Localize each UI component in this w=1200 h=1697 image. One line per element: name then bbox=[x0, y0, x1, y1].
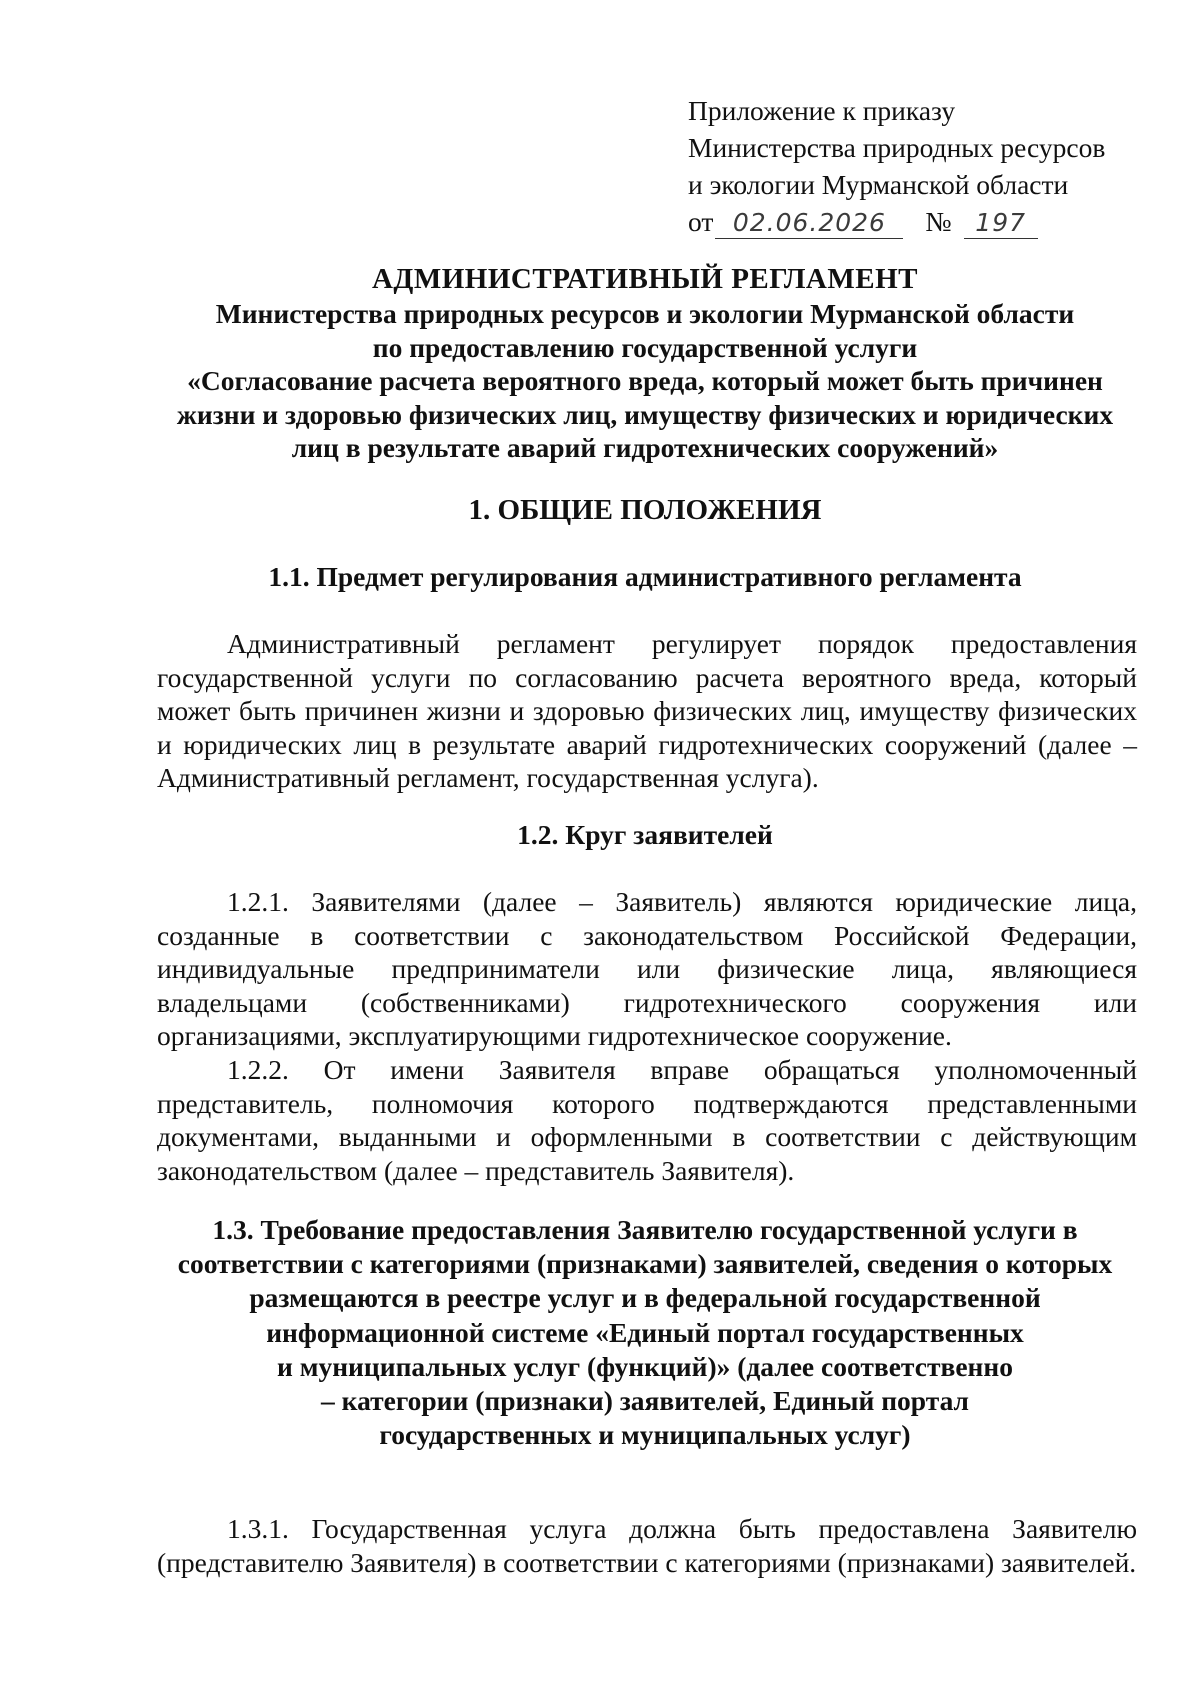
section-1-2-2-paragraph: 1.2.2. От имени Заявителя вправе обращаться уполномоченный представитель, полномочия которого подтверждаются представленными документами, выданными и оформленными в соответствии с действующим законодательством (далее – представитель Заявителя). bbox=[157, 1054, 1137, 1186]
handwritten-number: 197 bbox=[964, 208, 1038, 239]
appendix-line-2: Министерства природных ресурсов bbox=[688, 132, 1106, 163]
document-title bbox=[150, 262, 1140, 465]
title-line-1: Министерства природных ресурсов и экологии Мурманской области bbox=[215, 298, 1075, 329]
appendix-line-3: и экологии Мурманской области bbox=[688, 169, 1069, 200]
appendix-line-1: Приложение к приказу bbox=[688, 95, 956, 126]
section-1-2-1-paragraph: 1.2.1. Заявителями (далее – Заявитель) являются юридические лица, созданные в соответствии с законодательством Российской Федерации, индивидуальные предприниматели или физические лица, являющиеся владельцами (собственниками) гидротехнического сооружения или организациями, эксплуатирующими гидротехническое сооружение. bbox=[157, 886, 1137, 1051]
section-1-3-heading-line: и муниципальных услуг (функций)» (далее соответственно bbox=[277, 1350, 1013, 1382]
section-1-3-heading bbox=[150, 1213, 1140, 1452]
section-1-1-paragraph: Административный регламент регулирует порядок предоставления государственной услуги по согласованию расчета вероятного вреда, который может быть причинен жизни и здоровью физических лиц, имуществу физических и юридических лиц в результате аварий гидротехнических сооружений (далее – Административный регламент, государственная услуга). bbox=[157, 628, 1137, 793]
section-1-3-heading-line: государственных и муниципальных услуг) bbox=[379, 1419, 911, 1451]
section-1-3-heading-line: 1.3. Требование предоставления Заявителю государственной услуги в bbox=[212, 1214, 1078, 1245]
section-1-3-heading-line: соответствии с категориями (признаками) заявителей, сведения о которых bbox=[177, 1248, 1113, 1280]
date-prefix: от bbox=[688, 206, 714, 237]
title-line-3: «Согласование расчета вероятного вреда, который может быть причинен bbox=[187, 365, 1103, 396]
handwritten-date: 02.06.2026 bbox=[715, 208, 903, 239]
title-main: АДМИНИСТРАТИВНЫЙ РЕГЛАМЕНТ bbox=[371, 263, 918, 295]
section-1-2-heading: 1.2. Круг заявителей bbox=[517, 819, 773, 850]
order-date-number bbox=[688, 203, 1128, 243]
section-1-3-heading-line: размещаются в реестре услуг и в федеральной государственной bbox=[249, 1282, 1041, 1314]
title-line-5: лиц в результате аварий гидротехнических сооружений» bbox=[291, 432, 999, 463]
section-1-3-heading-line: информационной системе «Единый портал государственных bbox=[266, 1316, 1024, 1348]
section-1-heading: 1. ОБЩИЕ ПОЛОЖЕНИЯ bbox=[468, 494, 822, 526]
section-1-3-1-paragraph: 1.3.1. Государственная услуга должна быть предоставлена Заявителю (представителю Заявителя) в соответствии с категориями (признаками) заявителей. bbox=[157, 1513, 1137, 1578]
section-1-1-heading: 1.1. Предмет регулирования административного регламента bbox=[268, 561, 1022, 592]
title-line-2: по предоставлению государственной услуги bbox=[372, 331, 918, 363]
title-line-4: жизни и здоровью физических лиц, имуществу физических и юридических bbox=[176, 398, 1114, 430]
number-sign: № bbox=[925, 206, 952, 237]
appendix-block bbox=[688, 92, 1128, 243]
section-1-3-heading-line: – категории (признаки) заявителей, Единый портал bbox=[321, 1385, 969, 1417]
